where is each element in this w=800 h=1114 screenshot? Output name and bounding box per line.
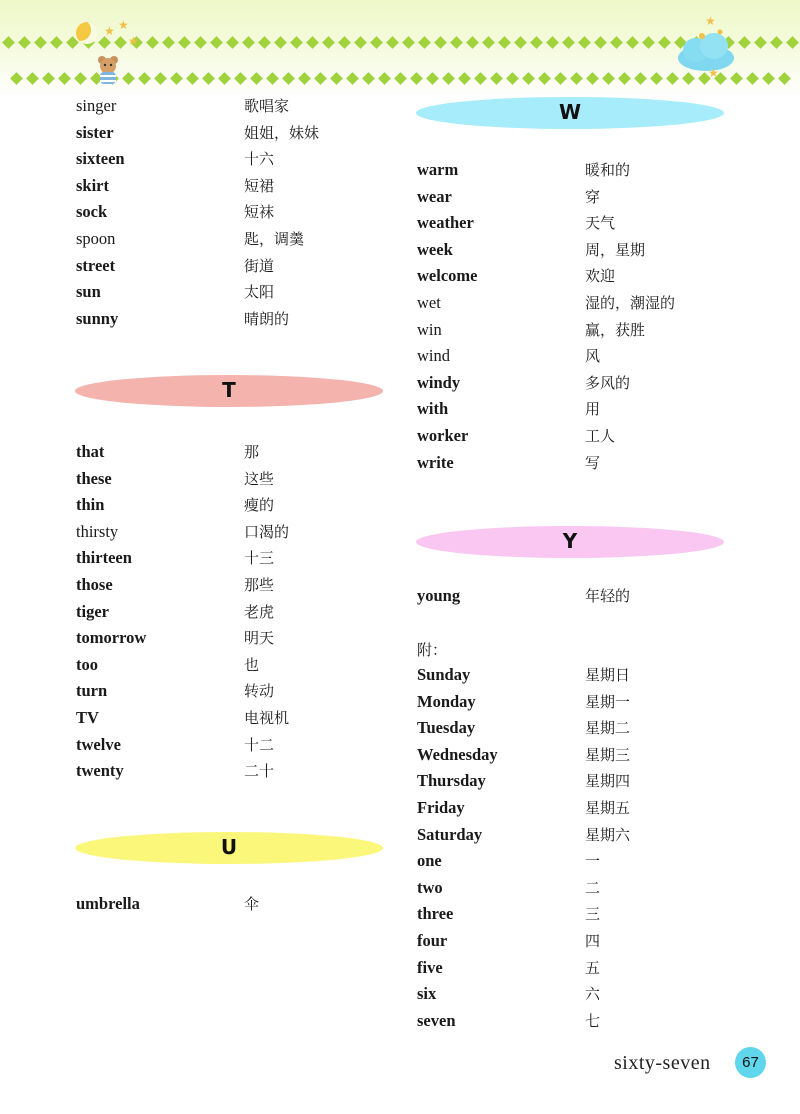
chinese-meaning: 穿 [585,187,601,206]
section-banner-w [416,97,724,129]
chinese-meaning: 明天 [244,629,275,648]
vocab-entry [76,442,384,462]
diamond-ornament [354,36,367,49]
vocab-entry [76,602,384,622]
vocab-entry [417,293,725,313]
diamond-ornament [546,36,559,49]
chinese-meaning: 星期一 [585,692,631,711]
english-word: Thursday [417,771,486,791]
star-icon: ★ [128,34,139,48]
chinese-meaning: 七 [585,1011,601,1030]
chinese-meaning: 那些 [244,576,275,594]
english-word: skirt [76,175,109,195]
english-word: sunny [76,308,119,328]
chinese-meaning: 太阳 [244,283,275,302]
english-word: Friday [417,798,465,817]
vocab-entry [417,399,725,419]
section-letter: W [558,100,582,124]
diamond-ornament [378,72,391,85]
diamond-ornament [10,72,23,85]
diamond-ornament [98,36,111,49]
diamond-ornament [658,36,671,49]
diamond-ornament [18,36,31,49]
diamond-ornament [426,72,439,85]
diamond-ornament [786,36,799,49]
diamond-ornament [642,36,655,49]
english-word: wet [417,293,441,312]
english-word: twelve [76,734,121,754]
vocab-entry [76,894,384,914]
section-letter: T [222,378,236,402]
cloud-icon [674,28,738,74]
english-word: six [417,984,437,1004]
english-word: win [417,319,442,339]
diamond-ornament [650,72,663,85]
chinese-meaning: 短裙 [244,176,275,195]
diamond-ornament [250,72,263,85]
chinese-meaning: 短袜 [244,203,275,222]
english-word: Monday [417,691,476,711]
chinese-meaning: 工人 [585,427,616,445]
english-word: turn [76,681,108,701]
english-word: too [76,654,98,674]
diamond-ornament [770,36,783,49]
chinese-meaning: 湿的，潮湿的 [585,294,676,312]
section-banner-t [75,375,383,407]
diamond-ornament [314,72,327,85]
vocab-entry [76,96,384,116]
vocab-entry [76,176,384,196]
chinese-meaning: 二十 [244,762,275,781]
diamond-ornament [290,36,303,49]
moon-icon [76,22,98,44]
chinese-meaning: 星期四 [585,772,631,791]
english-word: sun [76,282,101,302]
diamond-ornament [338,36,351,49]
vocab-entry [76,469,384,489]
diamond-ornament [618,72,631,85]
chinese-meaning: 天气 [585,214,616,233]
vocab-entry [76,495,384,515]
vocab-entry [76,256,384,276]
chinese-meaning: 星期日 [585,666,631,684]
english-word: one [417,851,442,871]
vocab-entry [417,878,725,898]
diamond-ornament [746,72,759,85]
english-word: two [417,877,443,897]
english-word: street [76,255,116,275]
english-word: thirteen [76,548,132,568]
vocab-entry [417,692,725,712]
diamond-ornament [610,36,623,49]
diamond-ornament [506,72,519,85]
english-word: singer [76,96,117,115]
chinese-meaning: 年轻的 [585,587,631,605]
chinese-meaning: 用 [585,400,601,419]
diamond-ornament [490,72,503,85]
english-word: umbrella [76,894,140,913]
vocab-entry [76,282,384,302]
vocab-entry [76,761,384,781]
diamond-ornament [210,36,223,49]
section-letter: U [220,835,238,859]
english-word: young [417,586,461,605]
english-word: thin [76,495,105,515]
chinese-meaning: 老虎 [244,602,275,621]
vocab-entry [417,160,725,180]
chinese-meaning: 一 [585,852,601,871]
diamond-ornament [418,36,431,49]
section-letter: Y [562,529,578,553]
chinese-meaning: 街道 [244,256,275,275]
english-word: write [417,452,454,472]
diamond-ornament [458,72,471,85]
diamond-ornament [538,72,551,85]
diamond-ornament [474,72,487,85]
diamond-ornament [154,72,167,85]
diamond-ornament [386,36,399,49]
diamond-ornament [362,72,375,85]
chinese-meaning: 星期五 [585,799,631,817]
chinese-meaning: 暖和的 [585,161,631,179]
vocab-entry [76,681,384,701]
diamond-ornament [282,72,295,85]
chinese-meaning: 转动 [244,682,275,701]
section-banner-y [416,526,724,558]
diamond-ornament [730,72,743,85]
english-word: Saturday [417,824,483,844]
chinese-meaning: 姐姐，妹妹 [244,123,320,142]
vocab-entry [417,320,725,340]
diamond-ornament [578,36,591,49]
english-word: tomorrow [76,628,147,648]
vocab-entry [417,346,725,366]
chinese-meaning: 电视机 [244,709,290,727]
vocab-entry [76,309,384,329]
english-word: three [417,904,454,924]
english-word: wear [417,186,452,206]
chinese-meaning: 写 [585,453,601,472]
diamond-ornament [666,72,679,85]
english-word: thirsty [76,521,119,541]
diamond-ornament [762,72,775,85]
diamond-ornament [274,36,287,49]
page-number-badge: 67 [735,1047,766,1078]
diamond-ornament [602,72,615,85]
vocab-entry [417,931,725,951]
chinese-meaning: 赢，获胜 [585,320,646,339]
diamond-ornament [442,72,455,85]
vocab-entry [417,825,725,845]
star-icon: ★ [708,66,719,80]
diamond-ornament [194,36,207,49]
vocab-entry [417,958,725,978]
english-word: tiger [76,601,109,621]
diamond-ornament [410,72,423,85]
vocab-entry [76,655,384,675]
english-word: sock [76,202,108,222]
vocab-entry [417,213,725,233]
diamond-ornament [218,72,231,85]
diamond-ornament [266,72,279,85]
chinese-meaning: 这些 [244,469,275,488]
chinese-meaning: 口渴的 [244,522,290,541]
chinese-meaning: 伞 [244,895,260,913]
vocab-entry [417,771,725,791]
vocab-entry [76,575,384,595]
vocab-entry [76,123,384,143]
vocab-entry [417,453,725,473]
diamond-ornament [58,72,71,85]
chinese-meaning: 星期二 [585,719,631,738]
chinese-meaning: 四 [585,932,601,950]
english-word: week [417,239,453,259]
vocab-entry [76,735,384,755]
vocab-entry [417,266,725,286]
chinese-meaning: 二 [585,878,601,897]
english-word: those [76,575,113,594]
english-word: spoon [76,229,116,248]
diamond-ornament [626,36,639,49]
diamond-ornament [450,36,463,49]
chinese-meaning: 十六 [244,150,275,169]
diamond-ornament [682,72,695,85]
diamond-ornament [258,36,271,49]
english-word: that [76,442,105,461]
diamond-ornament [586,72,599,85]
diamond-ornament [322,36,335,49]
star-icon: ★ [705,14,716,28]
english-word: four [417,931,448,950]
english-word: Wednesday [417,744,498,764]
diamond-ornament [522,72,535,85]
english-word: sixteen [76,149,125,169]
diamond-ornament [2,36,15,49]
diamond-ornament [202,72,215,85]
diamond-ornament [530,36,543,49]
vocab-entry [417,665,725,685]
vocab-entry [76,708,384,728]
chinese-meaning: 晴朗的 [244,309,290,328]
english-word: TV [76,708,99,727]
diamond-ornament [594,36,607,49]
english-word: five [417,957,443,977]
diamond-ornament [330,72,343,85]
chinese-meaning: 匙，调羹 [244,230,305,248]
star-icon: ★ [118,18,129,32]
diamond-ornament [74,72,87,85]
vocab-entry [76,548,384,568]
vocab-entry [417,1011,725,1031]
chinese-meaning: 三 [585,905,601,924]
diamond-ornament [162,36,175,49]
english-word: welcome [417,266,478,286]
diamond-ornament [138,72,151,85]
diamond-ornament [778,72,791,85]
vocab-entry [76,522,384,542]
diamond-ornament [570,72,583,85]
english-word: weather [417,213,474,233]
chinese-meaning: 星期六 [585,825,631,844]
chinese-meaning: 周，星期 [585,240,646,259]
diamond-ornament [466,36,479,49]
diamond-ornament [306,36,319,49]
chinese-meaning: 十二 [244,735,275,754]
chinese-meaning: 那 [244,443,260,461]
vocab-entry [417,851,725,871]
vocab-entry [417,187,725,207]
diamond-ornament [554,72,567,85]
chinese-meaning: 六 [585,985,601,1004]
vocab-entry [417,373,725,393]
diamond-ornament [34,36,47,49]
diamond-ornament [562,36,575,49]
english-word: Sunday [417,665,471,684]
english-word: with [417,399,449,419]
diamond-ornament [346,72,359,85]
vocab-entry [417,426,725,446]
vocab-entry [417,798,725,818]
vocab-entry [76,149,384,169]
diamond-ornament [298,72,311,85]
appendix-label: 附： [417,641,448,659]
vocab-entry [417,718,725,738]
chinese-meaning: 风 [585,347,601,366]
english-word: warm [417,160,459,179]
diamond-ornament [146,36,159,49]
star-icon: ★ [104,24,115,38]
teddy-bear-icon [88,52,128,88]
vocab-entry [417,745,725,765]
english-word: wind [417,346,450,366]
diamond-ornament [754,36,767,49]
english-word: sister [76,122,114,142]
vocab-entry [76,628,384,648]
diamond-ornament [50,36,63,49]
vocab-entry [417,984,725,1004]
english-word: worker [417,426,469,445]
diamond-ornament [634,72,647,85]
diamond-ornament [242,36,255,49]
diamond-ornament [514,36,527,49]
diamond-ornament [234,72,247,85]
english-word: seven [417,1010,456,1030]
diamond-ornament [114,36,127,49]
english-word: twenty [76,761,124,781]
vocab-entry [76,229,384,249]
chinese-meaning: 多风的 [585,373,631,392]
diamond-ornament [170,72,183,85]
chinese-meaning: 十三 [244,549,275,568]
chinese-meaning: 欢迎 [585,267,616,286]
diamond-ornament [370,36,383,49]
diamond-ornament [738,36,751,49]
section-banner-u [75,832,383,864]
diamond-ornament [394,72,407,85]
diamond-ornament [434,36,447,49]
diamond-ornament [498,36,511,49]
english-word: Tuesday [417,718,476,738]
english-word: these [76,468,112,488]
diamond-ornament [402,36,415,49]
diamond-ornament [186,72,199,85]
english-word: windy [417,372,461,392]
diamond-ornament [482,36,495,49]
diamond-ornament [26,72,39,85]
diamond-ornament [178,36,191,49]
chinese-meaning: 星期三 [585,745,631,764]
diamond-ornament [226,36,239,49]
diamond-ornament [42,72,55,85]
vocab-entry [76,202,384,222]
vocab-entry [417,240,725,260]
page-number-word: sixty-seven [614,1052,711,1074]
chinese-meaning: 也 [244,655,260,674]
vocab-entry [417,904,725,924]
chinese-meaning: 五 [585,958,601,977]
vocab-entry [417,586,725,606]
chinese-meaning: 瘦的 [244,496,275,515]
chinese-meaning: 歌唱家 [244,97,290,115]
